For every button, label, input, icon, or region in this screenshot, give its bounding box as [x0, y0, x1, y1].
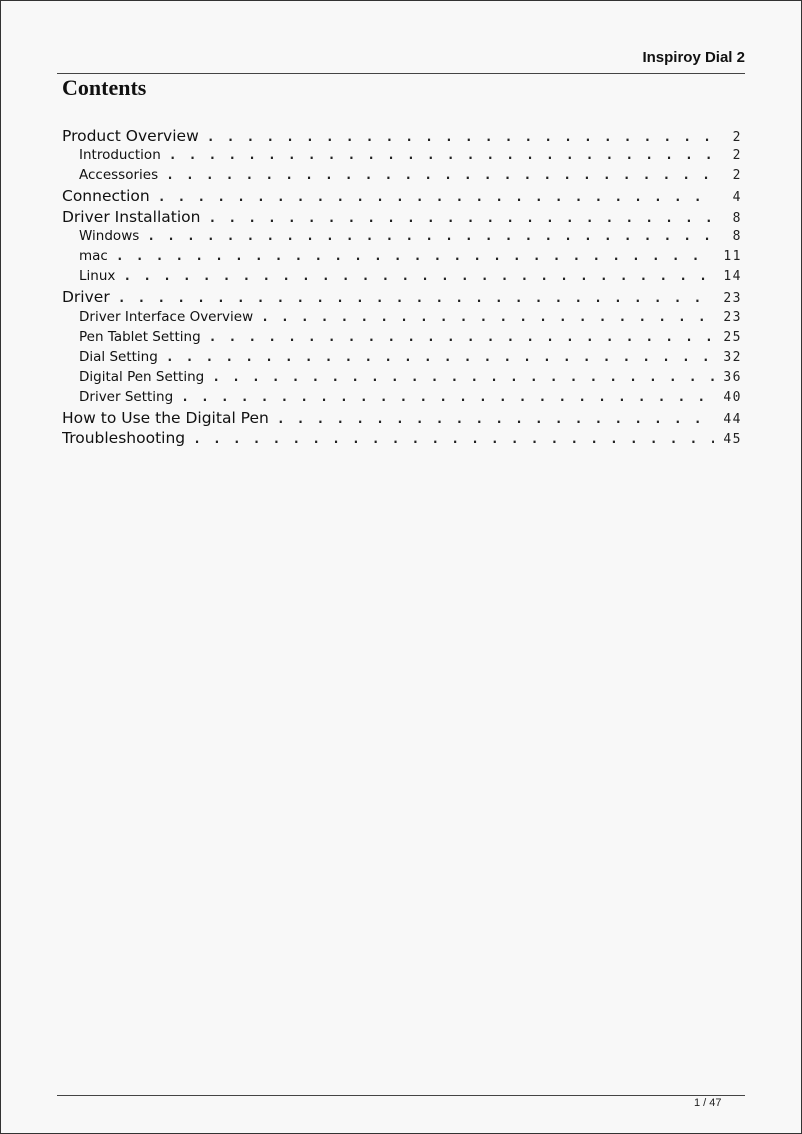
toc-entry-label: Introduction [79, 147, 161, 164]
toc-dot-leader [116, 249, 714, 264]
toc-entry-label: Driver Installation [62, 207, 201, 226]
toc-entry-digital-pen-setting[interactable] [62, 369, 742, 389]
toc-entry-mac[interactable] [62, 248, 742, 268]
toc-entry-driver[interactable] [62, 288, 742, 308]
header-divider [57, 73, 745, 74]
toc-dot-leader [208, 211, 714, 226]
toc-entry-page: 23 [723, 309, 742, 325]
toc-entry-page: 11 [723, 249, 742, 265]
toc-entry-label: Product Overview [62, 127, 199, 145]
toc-dot-leader [193, 432, 714, 447]
toc-entry-page: 32 [723, 349, 742, 365]
toc-dot-leader [207, 130, 714, 145]
toc-entry-how-to-use-digital-pen[interactable] [62, 409, 742, 429]
toc-entry-label: Troubleshooting [62, 429, 186, 448]
toc-entry-connection[interactable] [62, 187, 742, 207]
toc-entry-page: 14 [723, 269, 742, 285]
toc-entry-page: 23 [723, 291, 742, 307]
page-number: 1 / 47 [694, 1097, 722, 1109]
toc-entry-label: Windows [79, 228, 140, 245]
toc-entry-page: 44 [723, 412, 742, 428]
toc-entry-windows[interactable] [62, 228, 742, 248]
toc-entry-dial-setting[interactable] [62, 349, 742, 369]
toc-dot-leader [181, 390, 714, 405]
toc-dot-leader [277, 412, 714, 427]
toc-dot-leader [123, 269, 714, 284]
toc-entry-page: 8 [732, 210, 742, 226]
toc-entry-label: How to Use the Digital Pen [62, 409, 269, 428]
toc-entry-label: Digital Pen Setting [79, 368, 205, 385]
toc-entry-product-overview[interactable] [62, 127, 742, 147]
toc-entry-introduction[interactable] [62, 147, 742, 167]
toc-entry-label: Connection [62, 187, 150, 206]
toc-entry-label: Accessories [79, 167, 159, 184]
toc-entry-driver-setting[interactable] [62, 389, 742, 409]
toc-dot-leader [261, 310, 714, 325]
toc-entry-troubleshooting[interactable] [62, 429, 742, 449]
toc-entry-page: 8 [732, 229, 742, 245]
toc-dot-leader [158, 190, 714, 205]
toc-entry-linux[interactable] [62, 268, 742, 288]
toc-entry-driver-interface-overview[interactable] [62, 309, 742, 329]
toc-entry-label: Driver Setting [79, 389, 174, 406]
toc-dot-leader [166, 168, 714, 183]
toc-entry-label: mac [79, 248, 108, 265]
toc-entry-label: Linux [79, 268, 116, 285]
toc-entry-accessories[interactable] [62, 167, 742, 187]
table-of-contents [62, 127, 742, 450]
toc-entry-pen-tablet-setting[interactable] [62, 329, 742, 349]
toc-dot-leader [169, 148, 714, 163]
footer-divider [57, 1095, 745, 1096]
toc-entry-page: 40 [723, 390, 742, 406]
toc-entry-label: Dial Setting [79, 348, 158, 365]
header-title: Inspiroy Dial 2 [642, 49, 745, 66]
toc-entry-driver-installation[interactable] [62, 208, 742, 228]
contents-heading: Contents [62, 75, 147, 100]
toc-dot-leader [209, 330, 714, 345]
toc-entry-page: 25 [723, 329, 742, 345]
toc-dot-leader [118, 291, 714, 306]
toc-entry-page: 4 [732, 190, 742, 206]
toc-entry-page: 2 [732, 130, 742, 145]
toc-dot-leader [147, 229, 714, 244]
toc-dot-leader [212, 370, 714, 385]
toc-entry-page: 36 [723, 369, 742, 385]
toc-entry-label: Driver [62, 288, 110, 307]
toc-entry-label: Driver Interface Overview [79, 308, 254, 325]
toc-entry-label: Pen Tablet Setting [79, 328, 201, 345]
toc-dot-leader [166, 350, 714, 365]
toc-entry-page: 2 [732, 148, 742, 164]
toc-entry-page: 2 [732, 168, 742, 184]
toc-entry-page: 45 [723, 432, 742, 448]
